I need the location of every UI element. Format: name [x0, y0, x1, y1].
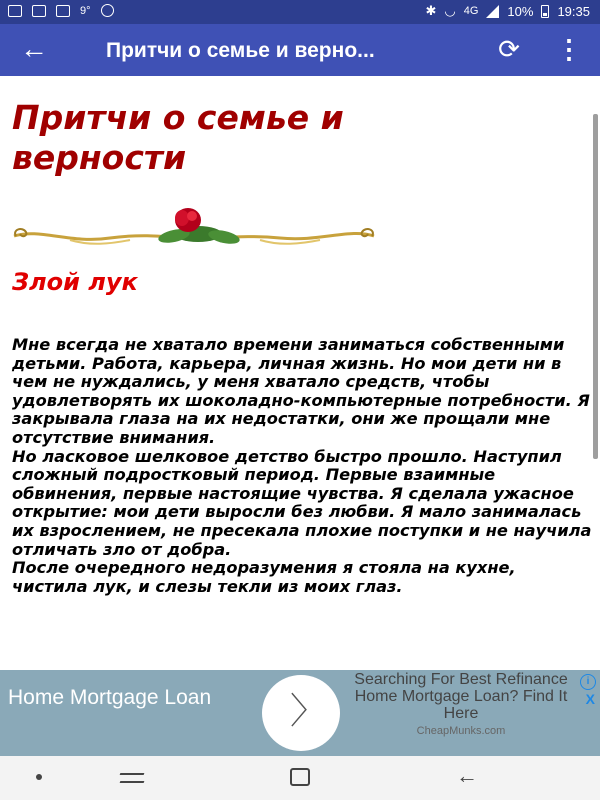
refresh-icon[interactable]: ⟳ — [498, 34, 520, 64]
story-paragraph: Мне всегда не хватало времени заниматься собственными детьми. Работа, карьера, личная жизнь. Но мои дети ни в чем не нуждались, у меня хватало средств, чтобы удовлетворять их шоколадно-компьютерные потребности. Я закрывала глаза на их недостатки, они же прощали мне отсутствие внимания. — [12, 335, 590, 447]
back-icon[interactable]: ← — [456, 763, 478, 788]
ad-info-icon[interactable]: i — [580, 674, 596, 690]
status-bar — [0, 0, 600, 24]
ad-headline[interactable]: Home Mortgage Loan — [8, 686, 212, 709]
ad-description: Searching For Best Refinance Home Mortgage Loan? Find It Here — [354, 671, 568, 722]
signal-icon — [486, 5, 499, 18]
app-bar — [0, 24, 600, 76]
app-bar-title: Притчи о семье и верно... — [106, 39, 375, 62]
story-text — [12, 336, 592, 596]
ad-domain: CheapMunks.com — [416, 725, 506, 737]
home-icon[interactable] — [290, 768, 310, 786]
battery-icon — [541, 5, 549, 18]
more-vertical-icon[interactable]: ⋮ — [556, 34, 582, 64]
story-title: Злой лук — [12, 268, 138, 296]
rose-divider-icon — [10, 200, 378, 252]
bluetooth-icon: ✱ — [425, 3, 437, 18]
network-type-text: 4G — [463, 5, 479, 17]
settings-notification-icon — [8, 5, 22, 17]
wifi-icon: ◡ — [444, 3, 456, 18]
chevron-right-icon: 〉 — [290, 691, 327, 732]
ad-banner[interactable] — [0, 670, 600, 756]
clock-text: 19:35 — [557, 3, 590, 19]
scrollbar[interactable] — [593, 114, 598, 459]
story-paragraph: После очередного недоразумения я стояла на кухне, чистила лук, и слезы текли из моих глаз. — [12, 558, 516, 596]
image-notification-icon — [32, 5, 46, 17]
dot-icon[interactable] — [36, 774, 42, 780]
story-paragraph: Но ласковое шелковое детство быстро прошло. Наступил сложный подростковый период. Первые взаимные обвинения, первые настоящие чувства. Я сделала ужасное открытие: мои дети выросли без любви. Я мало занималась их взрослением, не пресекала плохие поступки и не научила отличать зло от добра. — [12, 446, 592, 559]
article-content[interactable] — [0, 76, 600, 670]
ad-description-block[interactable] — [344, 670, 578, 740]
temperature-text: 9° — [80, 4, 91, 17]
ad-close-icon[interactable]: X — [585, 691, 595, 707]
ad-open-button[interactable] — [262, 675, 340, 751]
battery-percent-text: 10% — [507, 3, 534, 19]
page-title: Притчи о семье и верности — [12, 98, 344, 177]
shield-notification-icon — [101, 4, 114, 17]
navigation-bar — [0, 756, 600, 800]
recent-apps-icon[interactable] — [120, 770, 144, 786]
back-arrow-icon[interactable]: ← — [20, 33, 48, 64]
gallery-notification-icon — [56, 5, 70, 17]
